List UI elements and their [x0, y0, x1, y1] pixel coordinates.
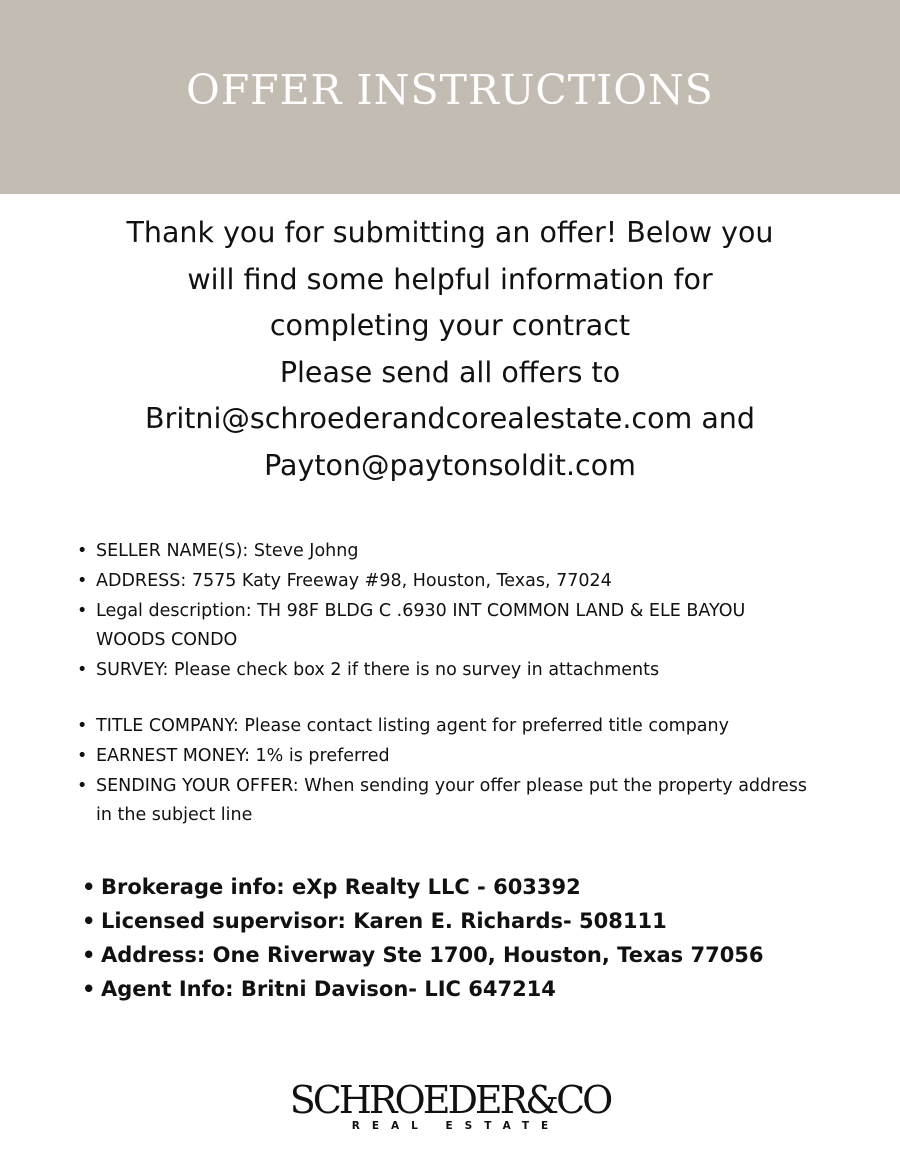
list-item	[77, 656, 816, 686]
list-item	[77, 567, 816, 597]
list-item	[82, 870, 764, 904]
list-item	[77, 712, 816, 742]
survey-note: SURVEY: Please check box 2 if there is no survey in attachments	[96, 660, 660, 681]
property-details-list	[77, 537, 816, 686]
logo-subtitle: REAL ESTATE	[351, 1120, 561, 1132]
intro-text	[60, 210, 840, 489]
list-item	[77, 597, 816, 657]
list-item	[82, 904, 764, 938]
logo-wordmark: SCHROEDER&CO	[289, 1078, 611, 1122]
header-banner	[0, 0, 900, 194]
licensed-supervisor: Licensed supervisor: Karen E. Richards- 508111	[101, 909, 667, 933]
intro-line: Please send all offers to	[279, 355, 621, 389]
bullet-icon: •	[82, 909, 96, 933]
bullet-icon: •	[77, 660, 88, 681]
list-item	[77, 537, 816, 567]
bullet-icon: •	[77, 541, 88, 561]
title-company-note: TITLE COMPANY: Please contact listing agent for preferred title company	[96, 716, 729, 736]
intro-line: Thank you for submitting an offer! Below you	[126, 216, 774, 249]
intro-line: will find some helpful information for	[187, 262, 713, 296]
company-logo	[0, 1080, 900, 1132]
intro-line-email: Britni@schroederandcorealestate.com and	[145, 402, 755, 435]
page-title: OFFER INSTRUCTIONS	[186, 66, 714, 114]
intro-line-email: Payton@paytonsoldit.com	[264, 448, 636, 482]
bullet-icon: •	[77, 745, 88, 766]
brokerage-info: Brokerage info: eXp Realty LLC - 603392	[101, 875, 581, 899]
list-item	[82, 972, 764, 1006]
brokerage-address: Address: One Riverway Ste 1700, Houston, Texas 77056	[101, 943, 764, 967]
bullet-icon: •	[82, 943, 96, 967]
bullet-icon: •	[82, 977, 96, 1001]
list-item	[77, 742, 816, 772]
legal-description: Legal description: TH 98F BLDG C .6930 INT COMMON LAND & ELE BAYOU WOODS CONDO	[96, 600, 746, 651]
list-item	[82, 938, 764, 972]
bullet-icon: •	[77, 600, 88, 621]
bullet-icon: •	[77, 570, 88, 591]
list-item	[77, 772, 816, 832]
property-address: ADDRESS: 7575 Katy Freeway #98, Houston, Texas, 77024	[96, 570, 612, 591]
sending-offer-note: SENDING YOUR OFFER: When sending your offer please put the property address in the subject line	[96, 775, 807, 826]
bullet-icon: •	[77, 775, 88, 796]
earnest-money-note: EARNEST MONEY: 1% is preferred	[96, 745, 390, 766]
bullet-icon: •	[82, 875, 96, 899]
bullet-icon: •	[77, 716, 88, 736]
offer-details-list	[77, 712, 816, 831]
intro-line: completing your contract	[269, 309, 631, 342]
brokerage-details-list	[82, 870, 764, 1006]
agent-info: Agent Info: Britni Davison- LIC 647214	[101, 977, 556, 1001]
seller-name: SELLER NAME(S): Steve Johng	[96, 541, 359, 561]
